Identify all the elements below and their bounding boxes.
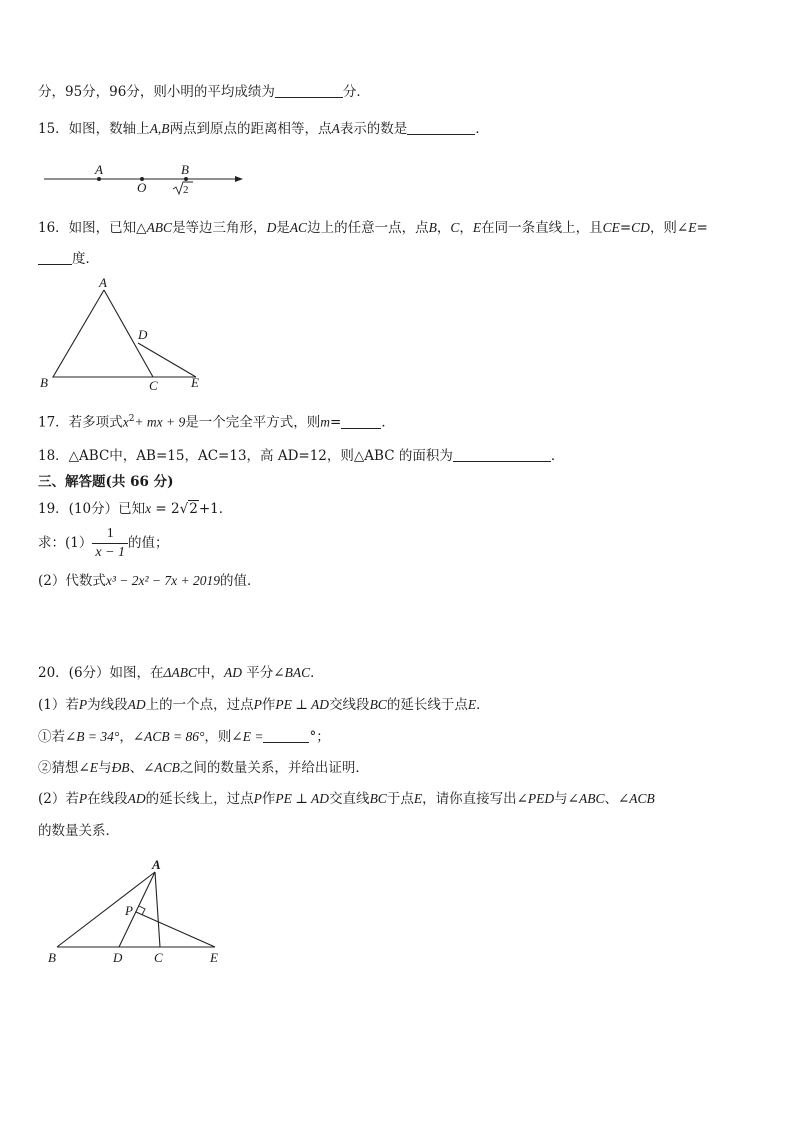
q16-t3: 是 [276,220,290,236]
q16-abc: ABC [146,220,173,235]
q20-4e: 、 [129,760,144,776]
q20-5f: P [253,791,262,806]
q20-5m: ，请你直接写出 [422,791,517,807]
q19-frac-den: x − 1 [95,545,126,560]
q20-5d: AD [127,791,146,806]
q20-4c: 与 [98,760,112,776]
q20-2e: 上的一个点，过点 [145,697,254,713]
q16-t2: 是等边三角形， [172,220,267,236]
q20-2a: (1）若 [38,697,79,713]
q16-eq: = [619,220,632,236]
q20-t2: 中， [196,665,224,681]
q20-5n: ∠PED [516,791,555,806]
label-b: B [181,162,189,177]
q20-5a: (2）若 [38,791,79,807]
q19-x: x [145,501,152,516]
q15-text-a: 15．如图，数轴上 [38,121,150,137]
q20-2b: P [78,697,88,712]
q17-t3: ． [381,414,395,431]
label-a: A [95,162,103,177]
q20-4g: 之间的数量关系，并给出证明． [179,760,369,776]
q19-sqrt-val: 2 [189,501,198,517]
q16-tail: 度． [72,251,99,267]
label-d: D [113,950,123,965]
q16-comma2: ， [459,220,473,236]
q15-point: A [331,121,340,136]
q20-3e: ，则 [204,729,232,745]
q20-5o: 与 [554,791,568,807]
q19-frac-num: 1 [92,526,128,544]
q20-5j: BC [369,791,387,806]
q20-5r: ∠ACB [617,791,655,806]
label-e: E [210,950,218,965]
q20-3a: ①若 [38,729,65,745]
q16-angle-e: E [688,220,697,235]
q17-t1: 17．若多项式 [38,414,123,431]
q14-text-end: 分． [342,84,370,100]
q20-3g: °； [309,729,330,745]
label-e: E [191,375,199,390]
label-d: D [138,327,148,342]
q19-t1: 19．(10分）已知 [38,501,146,517]
q19-p2: (2）代数式 [38,573,106,589]
q20-2c: 为线段 [87,697,128,713]
q19-p2-expr: x³ − 2x² − 7x + 2019 [105,573,221,588]
q16-t6: ，则∠ [649,220,689,236]
q17-exp: 2 [128,414,135,424]
q20-2d: AD [127,697,146,712]
q19-dot: ． [218,501,233,517]
q19-ask: 求：(1） [38,535,93,551]
q18-end: ． [550,448,565,464]
q14-text: 分，95分，96分，则小明的平均成绩为 [38,84,275,100]
q16-eq2: = [696,220,708,236]
label-b: B [40,375,48,390]
q20-2k: 的延长线于点 [386,697,468,713]
q20-t3: 平分 [246,665,274,681]
q17-x: x [122,414,129,430]
side-ac [155,872,160,947]
q20-2l: E [467,697,477,712]
q20-4b: ∠E [78,760,99,775]
q20-5e: 的延长线上，过点 [145,791,254,807]
label-sqrt2: 2 [183,184,189,196]
q16-t1: 16．如图，已知△ [38,220,147,236]
q20-5l: E [413,791,423,806]
side-ab [57,872,155,947]
q16-c: C [450,220,460,235]
label-b: B [48,950,56,965]
label-o: O [137,180,147,195]
q20-4f: ∠ACB [143,760,180,775]
q20-3f: ∠E = [231,729,264,744]
q16-d: D [266,220,277,235]
q20-2i: 交线段 [329,697,370,713]
q20-4a: ②猜想 [38,760,79,776]
q20-5g: 作 [261,791,276,807]
q20-dot: ． [310,665,324,681]
q19-plus1: +1 [198,501,219,517]
label-p: P [125,903,133,918]
q20-2j: BC [369,697,387,712]
q20-3b: ∠B = 34° [65,729,120,744]
q17-eq: = [330,414,342,431]
q20-2g: 作 [261,697,276,713]
q15-text-d: ． [475,121,489,137]
label-c: C [154,950,163,965]
q20-abc: ΔABC [163,665,197,680]
q20-2h: PE ⊥ AD [275,697,330,712]
q17-m: m [320,414,331,430]
q20-5i: 交直线 [329,791,370,807]
q20-4d: ÐB [111,760,130,775]
q19-ask-tail: 的值； [128,535,169,551]
label-c: C [149,378,158,393]
q16-ce: CE [602,220,620,235]
segment-pe [136,912,215,947]
q20-5c: 在线段 [87,791,128,807]
q15-text-c: 表示的数是 [339,121,408,137]
q16-t5: 在同一条直线上，且 [481,220,603,236]
q20-5k: 于点 [386,791,414,807]
q20-2f: P [253,697,262,712]
q20-5p: ∠ABC [567,791,605,806]
q20-line6: 的数量关系． [38,823,119,839]
q19-eq: = 2 [155,501,180,517]
q20-t1: 20．(6分）如图，在 [38,665,164,681]
q20-5q: 、 [604,791,618,807]
section-3-title: 三、解答题(共 66 分) [38,474,174,490]
q17-poly: + mx + 9 [134,414,186,430]
q17-t2: 是一个完全平方式，则 [185,414,321,431]
q16-b: B [428,220,437,235]
q20-2m: ． [476,697,490,713]
q15-text-b: 两点到原点的距离相等，点 [169,121,332,137]
q20-bac: ∠BAC [273,665,311,680]
q16-ac: AC [289,220,308,235]
q19-p2-tail: 的值． [220,573,261,589]
q16-t4: 边上的任意一点，点 [307,220,429,236]
label-a: A [99,275,107,290]
q18-text: 18．△ABC中，AB=15，AC=13，高 AD=12，则△ABC 的面积为 [38,448,453,464]
q20-5b: P [78,791,88,806]
label-a: A [152,857,161,872]
q20-3d: ∠ACB = 86° [132,729,205,744]
q19-sqrt-icon: √ [179,501,189,517]
q20-3c: ， [119,729,133,745]
q20-ad: AD [223,665,242,680]
q16-e: E [472,220,482,235]
q20-5h: PE ⊥ AD [275,791,330,806]
q16-cd: CD [631,220,650,235]
q15-points: A,B [149,121,170,136]
q16-comma1: ， [436,220,451,236]
